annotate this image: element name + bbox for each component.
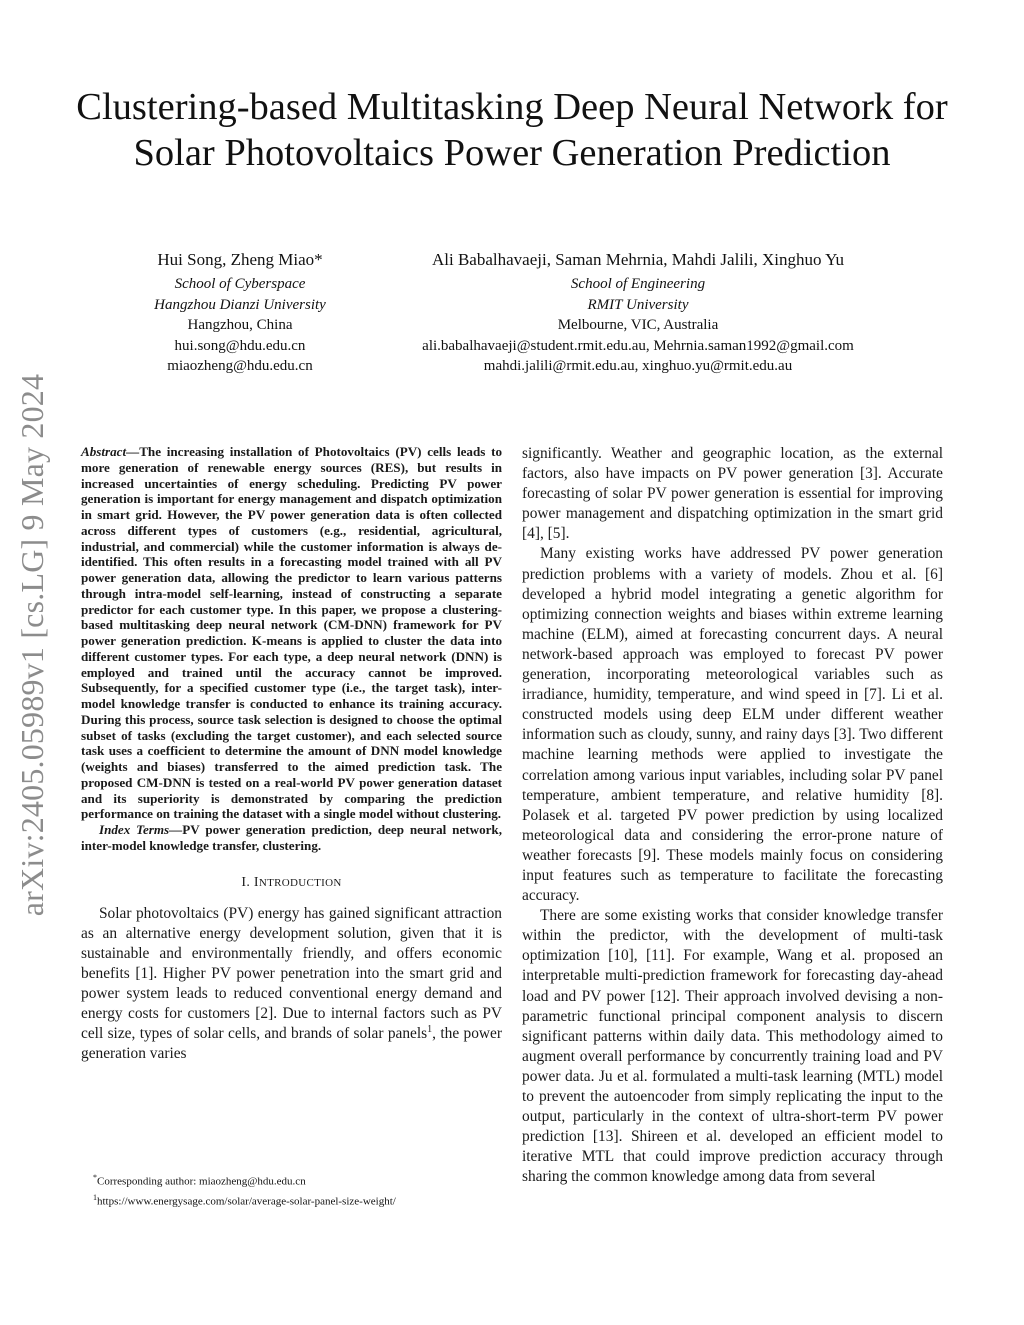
- author-location: Hangzhou, China: [187, 317, 293, 334]
- abstract-text: The increasing installation of Photovoltaics (PV) cells leads to more generation of renewable energy sources (RES), but results in increased uncertainties of energy scheduling. Predicting PV power generation is important for energy management and dispatch optimization in smart grid. However, the PV power generation data is often collected across different types of customers (e.g., residential, agricultural, industrial, and commercial) while the customer information is always de-identified. This often results in a forecasting model trained with all PV power generation data, allowing the predictor to learn various patterns through intra-model self-learning, instead of constructing a separate predictor for each customer type. In this paper, we propose a clustering-based multitasking deep neural network (CM-DNN) framework for PV power generation prediction. K-means is applied to cluster the data into different customer types. For each type, a deep neural network (DNN) is employed and trained until the accuracy cannot be improved. Subsequently, for a specified customer type (i.e., the target task), inter-model knowledge transfer is conducted to enhance its training accuracy. During this process, source task selection is designed to choose the optimal subset of tasks (excluding the target customer), and each selected source task uses a coefficient to determine the amount of DNN model knowledge (weights and biases) transferred to the aimed prediction task. The proposed CM-DNN is tested on a real-world PV power generation dataset and its superiority is demonstrated by comparing the prediction performance on training the dataset with a single model without clustering.: [81, 444, 502, 822]
- paper-title: Clustering-based Multitasking Deep Neural Network for Solar Photovoltaics Power Generation Prediction: [76, 86, 948, 174]
- author-email: miaozheng@hdu.edu.cn: [167, 358, 313, 375]
- footnote-link[interactable]: https://www.energysage.com/solar/average-solar-panel-size-weight/: [97, 1195, 396, 1208]
- author-department: School of Cyberspace: [174, 276, 306, 292]
- body-paragraph-related-work: Many existing works have addressed PV power generation prediction problems with a variety of models. Zhou et al. [6] developed a hybrid model integrating a genetic algorithm for optimizing connection weights and biases within extreme learning machine (ELM), aimed at forecasting concurrent days. A neural network-based approach was employed to forecast PV power generation, incorporating meteorological variables such as irradiance, humidity, temperature, and wind speed in [7]. Li et al. constructed models using deep ELM under different weather information such as cloudy, sunny, and rainy days [3]. Two different machine learning methods were applied to investigate the correlation among various input variables, including solar PV panel temperature, ambient temperature, and relative humidity [8]. Polasek et al. targeted PV power prediction by using localized meteorological data and considering the error-prone nature of weather forecasts [9]. These models mainly focus on considering input features such as temperature to facilitate the forecasting accuracy.: [522, 545, 943, 905]
- footnote-text: Corresponding author: miaozheng@hdu.edu.cn: [97, 1175, 306, 1188]
- author-names: Ali Babalhavaeji, Saman Mehrnia, Mahdi Jalili, Xinghuo Yu: [431, 250, 845, 269]
- footnotes: [81, 1170, 502, 1209]
- footnote: [81, 1170, 502, 1190]
- arxiv-identifier: arXiv:2405.05989v1 [cs.LG] 9 May 2024: [14, 373, 50, 917]
- author-email: hui.song@hdu.edu.cn: [174, 337, 306, 354]
- section-title-initial: I: [253, 874, 259, 890]
- author-department: School of Engineering: [570, 276, 706, 292]
- body-paragraph-knowledge-transfer: There are some existing works that consider knowledge transfer within the predictor, with the development of multi-task optimization [10], [11]. For example, Wang et al. proposed an interpretable multi-prediction framework for forecasting day-ahead load and PV power [12]. Their approach involved devising a non-parametric functional principal component analysis to discern significant patterns within daily data. This methodology aimed to augment overall performance by concurrently training load and PV power data. Ju et al. formulated a multi-task learning (MTL) model to prevent the autoencoder from simply replicating the input to the output, particularly in the context of ultra-short-term PV power prediction [13]. Shireen et al. developed an efficient model to iterative MTL that could improve prediction accuracy through sharing the common knowledge among data from several: [522, 907, 943, 1186]
- author-organization: Hangzhou Dianzi University: [154, 296, 326, 313]
- section-title-rest: NTRODUCTION: [258, 876, 342, 889]
- abstract: [81, 444, 502, 822]
- footnote-marker[interactable]: 1: [427, 1023, 433, 1035]
- abstract-label: Abstract—: [81, 444, 140, 459]
- author-block-rmit: [380, 249, 896, 377]
- author-location: Melbourne, VIC, Australia: [557, 317, 719, 334]
- footnote-mark: *: [93, 1173, 97, 1182]
- index-terms-text: PV power generation prediction, deep neural network, inter-model knowledge transfer, clustering.: [81, 822, 502, 853]
- index-terms: [81, 822, 502, 854]
- section-heading-introduction: [81, 874, 502, 892]
- footnote-mark: 1: [93, 1192, 97, 1202]
- intro-text-after: , the power generation varies: [81, 1025, 502, 1063]
- footnote: [81, 1190, 502, 1210]
- intro-paragraph: [81, 904, 502, 1065]
- index-terms-label: Index Terms—: [99, 822, 183, 837]
- author-organization: RMIT University: [587, 296, 689, 313]
- section-number: I.: [241, 874, 254, 890]
- right-column: [522, 444, 943, 1187]
- author-email: ali.babalhavaeji@student.rmit.edu.au, Mehrnia.saman1992@gmail.com: [422, 337, 854, 354]
- author-block-hdu: [110, 249, 370, 377]
- author-names: Hui Song, Zheng Miao*: [157, 250, 323, 269]
- author-email: mahdi.jalili@rmit.edu.au, xinghuo.yu@rmit.edu.au: [483, 358, 793, 375]
- intro-text: Solar photovoltaics (PV) energy has gained significant attraction as an alternative energy development solution, given that it is sustainable and environmentally friendly, and offers economic benefits [1]. Higher PV power penetration into the smart grid and power system leads to reduced conventional energy demand and energy costs for customers [2]. Due to internal factors such as PV cell size, types of solar cells, and brands of solar panels: [81, 904, 502, 1043]
- body-paragraph-continued: significantly. Weather and geographic location, as the external factors, also have impacts on PV power generation [3]. Accurate forecasting of solar PV power generation is essential for improving power management and dispatching optimization in the smart grid [4], [5].: [522, 445, 943, 543]
- left-column: [81, 444, 502, 1064]
